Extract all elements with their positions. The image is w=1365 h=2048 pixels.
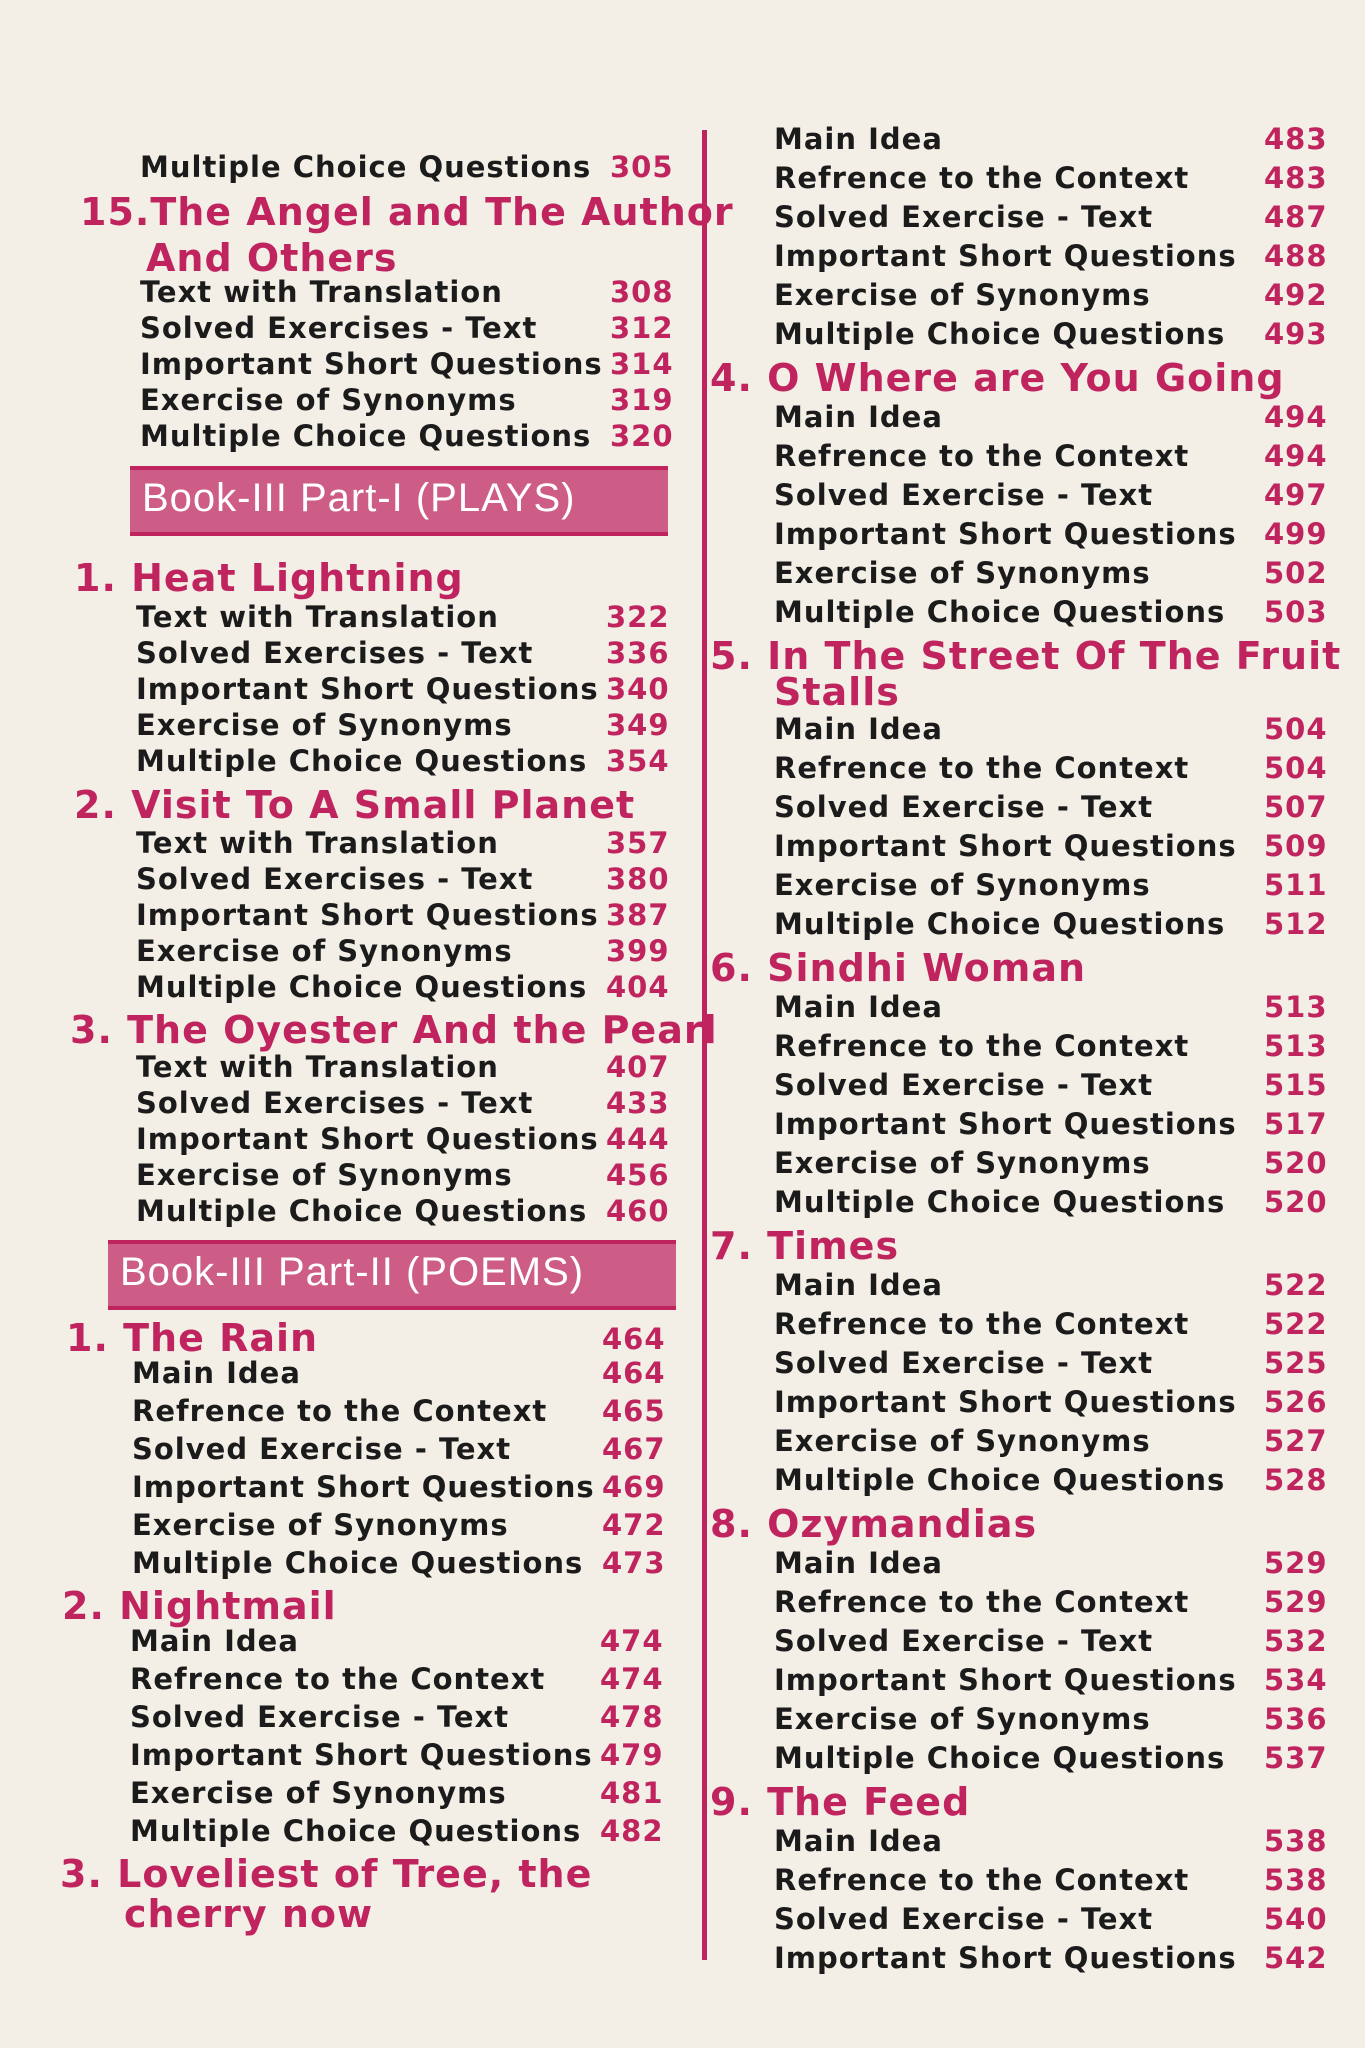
entry-label: Exercise of Synonyms (774, 556, 1151, 590)
toc-entry (774, 122, 1334, 158)
entry-page: 520 (1264, 1185, 1328, 1219)
toc-entry: Important Short Questions 479 (130, 1738, 664, 1772)
entry-label: Solved Exercise - Text (774, 1902, 1154, 1936)
toc-entry: Important Short Questions 444 (136, 1122, 670, 1156)
entry-label: Solved Exercise - Text (774, 200, 1154, 234)
toc-entry (774, 1863, 1334, 1899)
entry-page: 494 (1264, 400, 1328, 434)
entry-page: 494 (1264, 439, 1328, 473)
lesson-title-cont: cherry now (124, 1892, 374, 1936)
entry-label: Important Short Questions (774, 1385, 1237, 1419)
entry-page: 497 (1264, 478, 1328, 512)
entry-page: 520 (1264, 1146, 1328, 1180)
toc-entry (774, 200, 1334, 236)
entry-label: Multiple Choice Questions (774, 1463, 1226, 1497)
toc-entry (774, 161, 1334, 197)
toc-entry (774, 1741, 1334, 1777)
entry-label: Main Idea (774, 712, 943, 746)
entry-page: 538 (1264, 1863, 1328, 1897)
entry-label: Solved Exercise - Text (774, 478, 1154, 512)
toc-entry: Multiple Choice Questions 482 (130, 1814, 664, 1848)
lesson-title: 4. O Where are You Going (710, 356, 1285, 400)
toc-entry (774, 829, 1334, 865)
right-column (700, 0, 1365, 2048)
toc-entry (774, 1424, 1334, 1460)
entry-label: Refrence to the Context (774, 439, 1190, 473)
toc-entry (774, 990, 1334, 1026)
toc-entry: Solved Exercises - Text 380 (136, 862, 670, 896)
entry-page: 488 (1264, 239, 1328, 273)
entry-page: 538 (1264, 1824, 1328, 1858)
toc-entry (774, 278, 1334, 314)
entry-label: Main Idea (774, 1546, 943, 1580)
entry-label: Multiple Choice Questions (774, 317, 1226, 351)
toc-entry (774, 239, 1334, 275)
toc-entry: Exercise of Synonyms 481 (130, 1776, 664, 1810)
entry-page: 537 (1264, 1741, 1328, 1775)
toc-entry: Multiple Choice Questions 460 (136, 1194, 670, 1228)
toc-entry: Important Short Questions 340 (136, 672, 670, 706)
toc-entry: Multiple Choice Questions 354 (136, 744, 670, 778)
entry-page: 529 (1264, 1546, 1328, 1580)
entry-page: 534 (1264, 1663, 1328, 1697)
entry-label: Exercise of Synonyms (774, 1424, 1151, 1458)
entry-label: Refrence to the Context (774, 1585, 1190, 1619)
lesson-title: 2. Nightmail (62, 1584, 337, 1628)
entry-page: 499 (1264, 517, 1328, 551)
entry-page: 526 (1264, 1385, 1328, 1419)
lesson-title: 3. Loveliest of Tree, the (60, 1852, 593, 1896)
entry-label: Exercise of Synonyms (774, 1146, 1151, 1180)
toc-entry (774, 1824, 1334, 1860)
entry-label: Main Idea (774, 400, 943, 434)
entry-label: Main Idea (774, 1268, 943, 1302)
entry-label: Exercise of Synonyms (774, 278, 1151, 312)
toc-entry: Important Short Questions 314 (140, 347, 674, 381)
toc-entry (774, 790, 1334, 826)
toc-entry: Main Idea 464 (132, 1356, 666, 1390)
toc-entry: Solved Exercise - Text 478 (130, 1700, 664, 1734)
entry-label: Important Short Questions (774, 1663, 1237, 1697)
toc-entry: Refrence to the Context 465 (132, 1394, 666, 1428)
toc-entry (774, 1385, 1334, 1421)
toc-entry (774, 1585, 1334, 1621)
toc-entry: Main Idea 474 (130, 1624, 664, 1658)
entry-page: 504 (1264, 751, 1328, 785)
toc-entry (774, 1663, 1334, 1699)
toc-entry (774, 556, 1334, 592)
toc-entry (774, 1902, 1334, 1938)
entry-page: 542 (1264, 1941, 1328, 1975)
toc-entry (774, 400, 1334, 436)
entry-page: 517 (1264, 1107, 1328, 1141)
toc-entry (774, 712, 1334, 748)
toc-entry: Exercise of Synonyms 319 (140, 383, 674, 417)
toc-entry (774, 868, 1334, 904)
entry-label: Refrence to the Context (774, 1863, 1190, 1897)
entry-page: 492 (1264, 278, 1328, 312)
entry-page: 493 (1264, 317, 1328, 351)
entry-label: Exercise of Synonyms (774, 868, 1151, 902)
lesson-title: 1. The Rain 464 (66, 1316, 666, 1360)
toc-entry: Exercise of Synonyms 472 (132, 1508, 666, 1542)
entry-page: 503 (1264, 595, 1328, 629)
lesson-title: 6. Sindhi Woman (710, 946, 1087, 990)
entry-page: 529 (1264, 1585, 1328, 1619)
toc-entry: Exercise of Synonyms 349 (136, 708, 670, 742)
entry-label: Solved Exercise - Text (774, 1346, 1154, 1380)
toc-entry (774, 1941, 1334, 1977)
toc-entry (774, 1029, 1334, 1065)
entry-label: Important Short Questions (774, 517, 1237, 551)
entry-page: 536 (1264, 1702, 1328, 1736)
entry-label: Multiple Choice Questions (774, 1741, 1226, 1775)
toc-entry (774, 478, 1334, 514)
toc-entry (774, 1107, 1334, 1143)
entry-label: Multiple Choice Questions (774, 1185, 1226, 1219)
toc-entry: Text with Translation 322 (136, 600, 670, 634)
lesson-title: 5. In The Street Of The Fruit (710, 634, 1342, 678)
entry-label: Important Short Questions (774, 239, 1237, 273)
toc-entry (774, 1624, 1334, 1660)
entry-page: 513 (1264, 990, 1328, 1024)
section-band-poems: Book-III Part-II (POEMS) (108, 1240, 676, 1310)
entry-page: 483 (1264, 122, 1328, 156)
toc-entry: Exercise of Synonyms 456 (136, 1158, 670, 1192)
entry-label: Multiple Choice Questions (774, 907, 1226, 941)
entry-page: 515 (1264, 1068, 1328, 1102)
toc-entry (774, 1185, 1334, 1221)
entry-label: Main Idea (774, 1824, 943, 1858)
toc-entry (140, 150, 674, 186)
toc-entry: Multiple Choice Questions 473 (132, 1546, 666, 1580)
toc-entry: Text with Translation 357 (136, 826, 670, 860)
lesson-title: 3. The Oyester And the Pearl (70, 1008, 718, 1052)
entry-page: 504 (1264, 712, 1328, 746)
section-band-plays: Book-III Part-I (PLAYS) (130, 466, 668, 536)
entry-label: Refrence to the Context (774, 161, 1190, 195)
lesson-title-cont: And Others (146, 236, 398, 280)
entry-label: Main Idea (774, 122, 943, 156)
toc-entry (774, 317, 1334, 353)
entry-label: Solved Exercise - Text (774, 1624, 1154, 1658)
entry-page: 527 (1264, 1424, 1328, 1458)
toc-entry: Solved Exercises - Text 312 (140, 311, 674, 345)
entry-page: 487 (1264, 200, 1328, 234)
toc-entry: Important Short Questions 387 (136, 898, 670, 932)
entry-page: 483 (1264, 161, 1328, 195)
entry-page: 532 (1264, 1624, 1328, 1658)
toc-entry (774, 1268, 1334, 1304)
entry-page: 507 (1264, 790, 1328, 824)
toc-entry: Solved Exercises - Text 433 (136, 1086, 670, 1120)
toc-entry (774, 439, 1334, 475)
toc-entry (774, 517, 1334, 553)
toc-entry (774, 1068, 1334, 1104)
toc-entry (774, 751, 1334, 787)
toc-entry: Multiple Choice Questions 320 (140, 419, 674, 453)
toc-entry: Refrence to the Context 474 (130, 1662, 664, 1696)
entry-label: Solved Exercise - Text (774, 790, 1154, 824)
toc-entry: Text with Translation 308 (140, 275, 674, 309)
entry-page: 522 (1264, 1307, 1328, 1341)
toc-entry: Multiple Choice Questions 404 (136, 970, 670, 1004)
entry-label: Important Short Questions (774, 1941, 1237, 1975)
toc-entry (774, 907, 1334, 943)
entry-label: Refrence to the Context (774, 1029, 1190, 1063)
lesson-title-cont: Stalls (774, 670, 900, 714)
entry-page: 540 (1264, 1902, 1328, 1936)
entry-label: Solved Exercise - Text (774, 1068, 1154, 1102)
entry-page: 525 (1264, 1346, 1328, 1380)
toc-entry (774, 1307, 1334, 1343)
entry-page: 511 (1264, 868, 1328, 902)
lesson-title: 7. Times (710, 1224, 900, 1268)
toc-entry (774, 1702, 1334, 1738)
lesson-title: 8. Ozymandias (710, 1502, 1038, 1546)
toc-entry: Exercise of Synonyms 399 (136, 934, 670, 968)
lesson-title: 15.The Angel and The Author (80, 190, 734, 234)
entry-label: Exercise of Synonyms (774, 1702, 1151, 1736)
entry-label: Multiple Choice Questions (140, 150, 592, 184)
toc-entry (774, 1346, 1334, 1382)
lesson-title: 9. The Feed (710, 1780, 971, 1824)
entry-page: 502 (1264, 556, 1328, 590)
entry-page: 513 (1264, 1029, 1328, 1063)
entry-page: 522 (1264, 1268, 1328, 1302)
lesson-title: 1. Heat Lightning (74, 556, 464, 600)
entry-label: Main Idea (774, 990, 943, 1024)
toc-entry (774, 595, 1334, 631)
toc-entry (774, 1463, 1334, 1499)
toc-entry: Text with Translation 407 (136, 1050, 670, 1084)
toc-entry: Solved Exercises - Text 336 (136, 636, 670, 670)
toc-entry (774, 1146, 1334, 1182)
entry-page: 305 (610, 150, 674, 184)
entry-label: Refrence to the Context (774, 1307, 1190, 1341)
entry-label: Important Short Questions (774, 1107, 1237, 1141)
entry-label: Important Short Questions (774, 829, 1237, 863)
entry-page: 509 (1264, 829, 1328, 863)
toc-entry: Important Short Questions 469 (132, 1470, 666, 1504)
entry-label: Refrence to the Context (774, 751, 1190, 785)
entry-page: 528 (1264, 1463, 1328, 1497)
lesson-title: 2. Visit To A Small Planet (74, 783, 636, 827)
entry-label: Multiple Choice Questions (774, 595, 1226, 629)
toc-entry (774, 1546, 1334, 1582)
entry-page: 512 (1264, 907, 1328, 941)
toc-entry: Solved Exercise - Text 467 (132, 1432, 666, 1466)
